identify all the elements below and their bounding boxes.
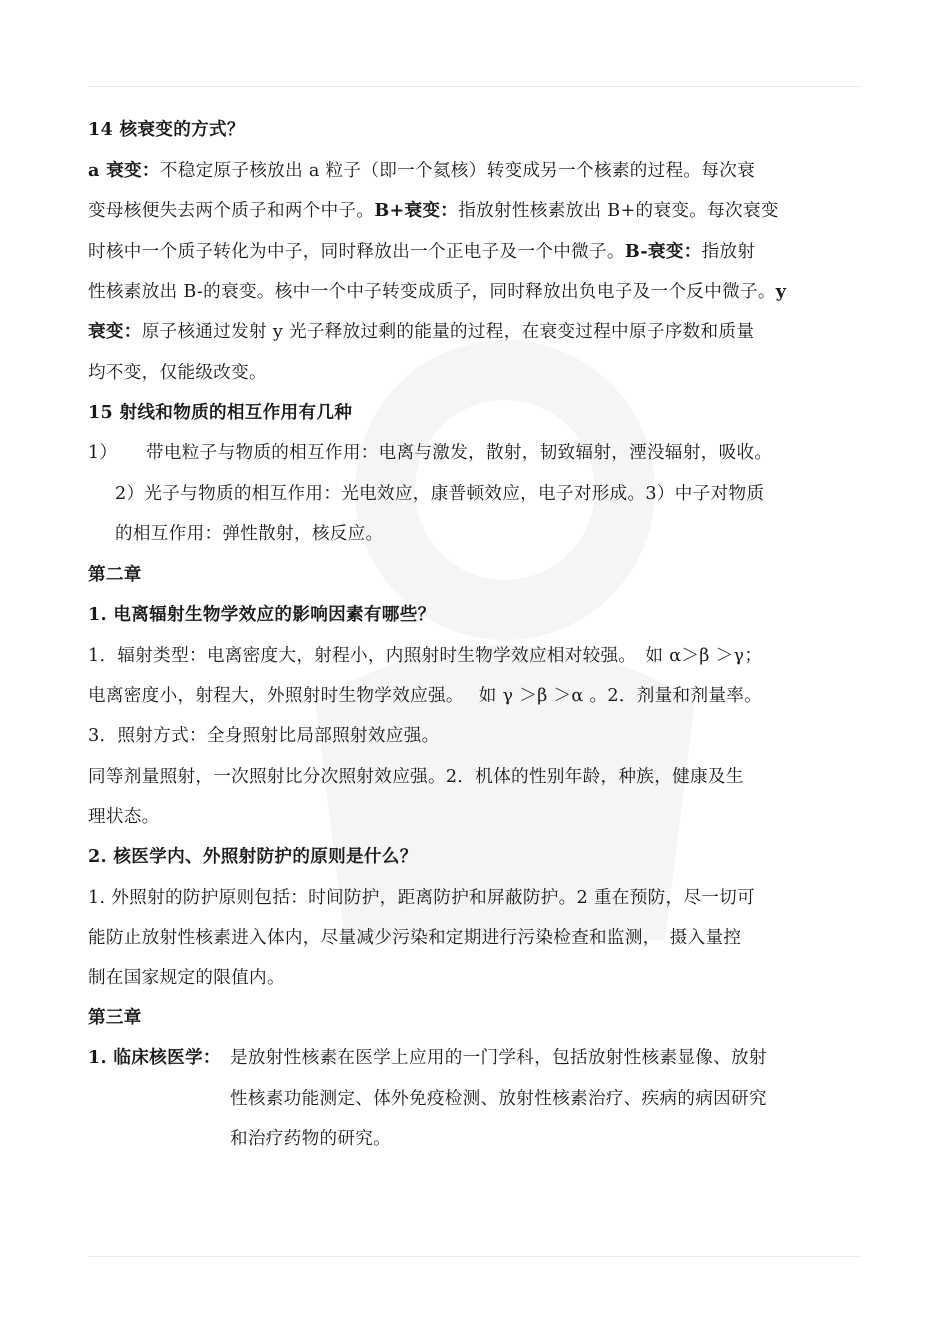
ch2-q1-line-2: 电离密度小，射程大，外照射时生物学效应强。 如 γ ＞β ＞α 。2．剂量和剂量率。 — [88, 686, 763, 706]
ch2-q2-heading: 2. 核医学内、外照射防护的原则是什么？ — [88, 846, 418, 867]
ch2-q1-line-1: 1．辐射类型：电离密度大，射程小，内照射时生物学效应相对较强。 如 α＞β ＞γ； — [88, 646, 763, 666]
ch2-q2-line-1: 1. 外照射的防护原则包括：时间防护，距离防护和屏蔽防护。2 重在预防，尽一切可 — [88, 888, 755, 908]
ch3-def-line-3: 和治疗药物的研究。 — [230, 1129, 392, 1149]
q15-line-2: 2）光子与物质的相互作用：光电效应，康普顿效应，电子对形成。3）中子对物质 — [115, 484, 765, 504]
q14-line-2: 变母核便失去两个质子和两个中子。B+衰变：指放射性核素放出 B+的衰变。每次衰变 — [88, 200, 779, 221]
q14-line-4: 性核素放出 B-的衰变。核中一个中子转变成质子，同时释放出负电子及一个反中微子。y — [88, 281, 787, 302]
beta-minus-decay-term: B-衰变： — [624, 241, 702, 262]
q15-line-1: 1） 带电粒子与物质的相互作用：电离与激发，散射，韧致辐射，湮没辐射，吸收。 — [88, 443, 773, 463]
header-rule — [88, 86, 862, 87]
q15-line-3: 的相互作用：弹性散射，核反应。 — [115, 524, 384, 544]
beta-plus-decay-term: B+衰变： — [374, 200, 459, 221]
q14-line-5: 衰变：原子核通过发射 y 光子释放过剩的能量的过程，在衰变过程中原子序数和质量 — [88, 321, 755, 342]
chapter-2-title: 第二章 — [88, 564, 142, 585]
ch2-q1-line-3: 3．照射方式：全身照射比局部照射效应强。 — [88, 726, 440, 746]
gamma-decay-term-start: y — [775, 281, 787, 302]
ch2-q1-line-4: 同等剂量照射，一次照射比分次照射效应强。2．机体的性别年龄，种族，健康及生 — [88, 767, 744, 787]
q14-line-6: 均不变，仅能级改变。 — [88, 363, 267, 383]
chapter-3-title: 第三章 — [88, 1007, 142, 1028]
q14-line-1: a 衰变：不稳定原子核放出 a 粒子（即一个氦核）转变成另一个核素的过程。每次衰 — [88, 160, 755, 181]
footer-rule — [88, 1256, 862, 1257]
q14-line-3: 时核中一个质子转化为中子，同时释放出一个正电子及一个中微子。B-衰变：指放射 — [88, 241, 756, 262]
ch3-def-line-1: 1. 临床核医学： 是放射性核素在医学上应用的一门学科，包括放射性核素显像、放射 — [88, 1047, 767, 1068]
ch2-q2-line-3: 制在国家规定的限值内。 — [88, 968, 285, 988]
list-number: 1） — [88, 443, 118, 463]
ch3-def-line-2: 性核素功能测定、体外免疫检测、放射性核素治疗、疾病的病因研究 — [230, 1089, 767, 1109]
ch2-q1-heading: 1. 电离辐射生物学效应的影响因素有哪些？ — [88, 604, 436, 625]
gamma-decay-term: 衰变： — [88, 321, 142, 342]
ch2-q1-line-5: 理状态。 — [88, 807, 160, 827]
clinical-nuclear-medicine-term: 1. 临床核医学： — [88, 1047, 221, 1068]
q14-heading: 14 核衰变的方式？ — [88, 119, 245, 140]
q15-heading: 15 射线和物质的相互作用有几种 — [88, 402, 353, 423]
ch2-q2-line-2: 能防止放射性核素进入体内，尽量减少污染和定期进行污染检查和监测， 摄入量控 — [88, 928, 742, 948]
alpha-decay-term: a 衰变： — [88, 160, 160, 181]
